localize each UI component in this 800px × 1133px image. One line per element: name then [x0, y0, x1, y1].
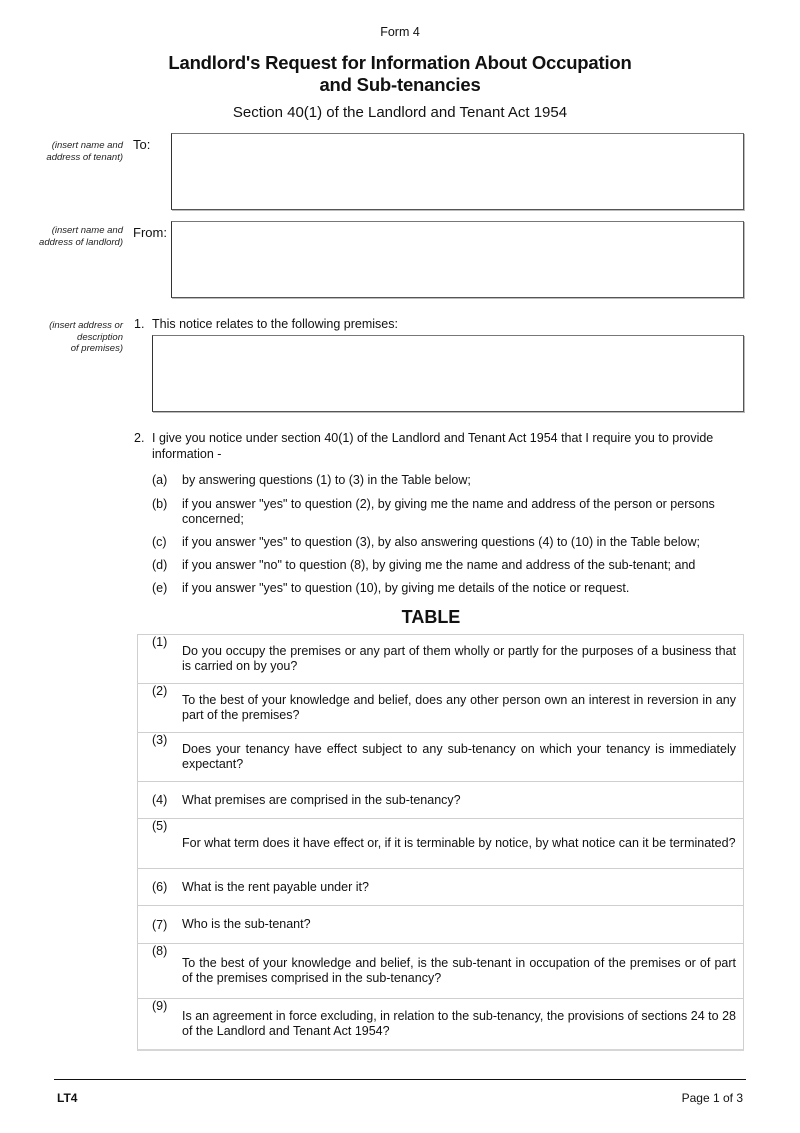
list-item [152, 581, 744, 596]
question-text: Who is the sub-tenant? [182, 917, 311, 931]
list-item [152, 497, 744, 527]
list-item [152, 535, 744, 550]
item-text: if you answer "yes" to question (3), by also answering questions (4) to (10) in the Table below; [182, 535, 700, 549]
to-margin-note [8, 140, 123, 163]
table-row [138, 943, 743, 998]
table-row [138, 635, 743, 683]
question-text: What premises are comprised in the sub-tenancy? [182, 792, 461, 807]
question-text: To the best of your knowledge and belief, does any other person own an interest in reversion in any part of the premises? [182, 693, 736, 722]
from-margin-note [8, 225, 123, 248]
to-note-line-1: (insert name and [51, 140, 123, 151]
to-label: To: [133, 137, 151, 152]
list-item [152, 473, 744, 488]
to-address-field[interactable] [171, 133, 744, 210]
to-note-line-2: address of tenant) [46, 151, 123, 163]
from-address-field[interactable] [171, 221, 744, 298]
item-text: by answering questions (1) to (3) in the Table below; [182, 473, 471, 487]
question-number: (1) [152, 635, 168, 649]
item-text: if you answer "yes" to question (2), by giving me the name and address of the person or persons concerned; [182, 497, 715, 526]
paragraph-2-number: 2. [134, 431, 145, 445]
item-letter: (d) [152, 558, 168, 572]
premises-field[interactable] [152, 335, 744, 412]
premises-margin-note [8, 320, 123, 355]
from-note-line-2: address of landlord) [39, 236, 123, 248]
question-number: (8) [152, 944, 168, 958]
table-row [138, 732, 743, 781]
question-number: (9) [152, 999, 168, 1013]
question-text: For what term does it have effect or, if it is terminable by notice, by what notice can it be terminated? [182, 836, 736, 850]
title-line-1: Landlord's Request for Information About Occupation [168, 52, 632, 73]
question-number: (6) [152, 880, 168, 894]
table-row [138, 818, 743, 868]
table-row [138, 683, 743, 732]
paragraph-2-text: I give you notice under section 40(1) of the Landlord and Tenant Act 1954 that I require you to provide information - [152, 431, 714, 461]
page-subtitle: Section 40(1) of the Landlord and Tenant Act 1954 [232, 104, 568, 121]
question-text: Do you occupy the premises or any part of them wholly or partly for the purposes of a business that is carried on by you? [182, 644, 736, 673]
from-label: From: [133, 225, 167, 240]
question-text: Does your tenancy have effect subject to any sub-tenancy on which your tenancy is immediately expectant? [182, 742, 736, 771]
question-text: What is the rent payable under it? [182, 879, 369, 894]
footer-divider [54, 1079, 746, 1080]
premises-note-line-2: description [77, 331, 123, 343]
table-row [138, 868, 743, 905]
question-number: (3) [152, 733, 168, 747]
item-text: if you answer "no" to question (8), by giving me the name and address of the sub-tenant; and [182, 558, 696, 572]
item-letter: (c) [152, 535, 167, 549]
item-letter: (e) [152, 581, 168, 595]
premises-note-line-3: of premises) [70, 343, 123, 354]
page-indicator: Page 1 of 3 [681, 1091, 743, 1105]
table-row [138, 998, 743, 1049]
table-row [138, 781, 743, 818]
question-number: (2) [152, 684, 168, 698]
question-number: (4) [152, 793, 168, 807]
form-number: Form 4 [380, 25, 420, 39]
paragraph-1-text: This notice relates to the following premises: [152, 317, 398, 331]
questions-table [137, 634, 744, 1051]
premises-note-line-1: (insert address or [49, 320, 123, 331]
table-row [138, 905, 743, 943]
question-number: (7) [152, 917, 168, 932]
list-item [152, 558, 744, 573]
title-line-2: and Sub-tenancies [319, 74, 481, 95]
item-letter: (a) [152, 473, 168, 487]
item-letter: (b) [152, 497, 168, 511]
item-text: if you answer "yes" to question (10), by giving me details of the notice or request. [182, 581, 630, 595]
form-code: LT4 [57, 1091, 78, 1105]
paragraph-1-number: 1. [134, 317, 145, 331]
question-number: (5) [152, 819, 168, 833]
table-heading: TABLE [401, 607, 461, 627]
paragraph-2-items [152, 473, 744, 596]
question-text: To the best of your knowledge and belief, is the sub-tenant in occupation of the premises or of part of the premises comprised in the sub-tenancy? [182, 956, 736, 985]
page-title [0, 52, 800, 96]
from-note-line-1: (insert name and [51, 225, 123, 236]
question-text: Is an agreement in force excluding, in relation to the sub-tenancy, the provisions of sections 24 to 28 of the Landlord and Tenant Act 1954? [182, 1009, 736, 1038]
